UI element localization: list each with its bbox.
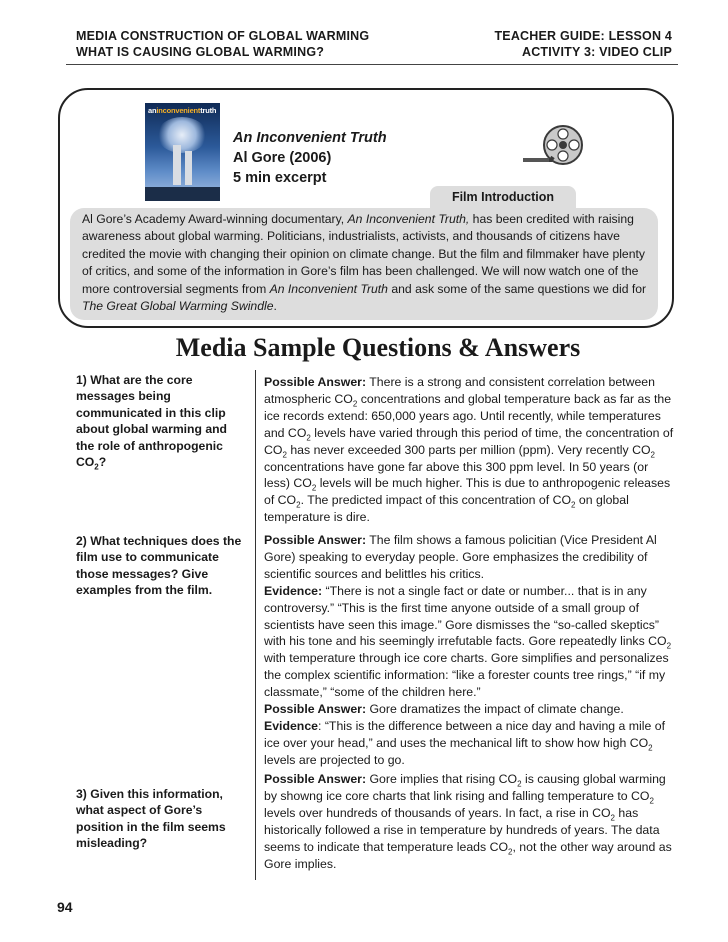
poster-ground <box>145 187 220 201</box>
poster-smoke <box>157 117 207 153</box>
page-number: 94 <box>57 899 73 915</box>
film-info <box>233 128 387 188</box>
section-title: Media Sample Questions & Answers <box>175 333 581 362</box>
film-poster-image <box>145 103 220 201</box>
poster-title: aninconvenienttruth <box>148 106 217 115</box>
running-header-left <box>76 28 369 60</box>
film-reel-icon <box>521 124 585 166</box>
header-series-title: MEDIA CONSTRUCTION OF GLOBAL WARMING <box>76 29 370 43</box>
poster-smokestack <box>185 151 192 185</box>
question-2: 2) What techniques does the film use to communicate those messages? Give examples from the film. <box>76 534 242 598</box>
film-introduction-tab: Film Introduction <box>430 186 576 208</box>
header-lesson: TEACHER GUIDE: LESSON 4 <box>494 29 672 43</box>
answer-2: Possible Answer: The film shows a famous policitian (Vice President Al Gore) speaking to everyday people. Gore emphasizes the credibility of scientific sources and belittles his critics. Evidence: “There is not a single fact or date or number... that is in any controversy.” “This is the first time anyone outside of a small group of scientists have seen this image.” Gore dismisses the “so-called skeptics” with his tone and his seemingly irrefutable facts. Gore repeatedly links $CO_2$ with temperature through ice core charts. Gore simplifies and personalizes the complex scientific information: “like a forester counts tree rings,” “if my classmate,” “some of the children here.” Possible Answer: Gore dramatizes the impact of climate change. Evidence: “This is the difference between a nice day and having a mile of ice over your head,” and uses the mechanical lift to show how high $CO_2$ levels are projected to go. <box>264 533 672 767</box>
question-3: 3) Given this information, what aspect of Gore’s position in the film seems misleading? <box>76 787 226 851</box>
header-topic: WHAT IS CAUSING GLOBAL WARMING? <box>76 45 325 59</box>
running-header-right <box>494 28 672 60</box>
film-director: Al Gore (2006) <box>233 150 332 166</box>
answer-3: Possible Answer: Gore implies that rising $CO_2$ is causing global warming by showng ice core charts that link rising and falling temperature to $CO_2$ levels over hundreds of thousands of years. In fact, a rise in $CO_2$ has historically followed a rise in temperature by hundreds of years. The data seems to indicate that temperature leads $CO_2$, not the other way around as Gore implies. <box>264 772 672 871</box>
header-divider <box>66 64 678 65</box>
answer-1: Possible Answer: There is a strong and consistent correlation between atmospheric $CO_2$ concentrations and global temperature back as far as the ice records extend: 650,000 years ago. Until recently, while temperatures and $CO_2$ levels have varied through this period of time, the concentration of $CO_2$ has never exceeded 300 parts per million (ppm). Very recently $CO_2$ concentrations have gone far above this 300 ppm level. In 50 years (or less) $CO_2$ levels will be much higher. This is due to anthropogenic releases of $CO_2$. The predicted impact of this concentration of $CO_2$ on global temperature is dire. <box>264 375 674 525</box>
poster-smokestack <box>173 145 181 185</box>
film-title: An Inconvenient Truth <box>233 130 387 146</box>
film-excerpt-length: 5 min excerpt <box>233 170 327 186</box>
column-divider <box>255 370 256 880</box>
film-introduction-text: Al Gore’s Academy Award-winning documentary, An Inconvenient Truth, has been credited with raising awareness about global warming. Politicians, industrialists, activists, and thousands of citizens have credited the movie with changing their opinion on climate change. But the film and filmmaker have plenty of critics, and some of the information in Gore’s film has been challenged. We will now watch one of the more controversial segments from An Inconvenient Truth and ask some of the same questions we did for The Great Global Warming Swindle. <box>82 212 647 314</box>
question-1: 1) What are the core messages being communicated in this clip about global warming and the role of anthropogenic $CO_2$? <box>76 373 227 472</box>
header-activity: ACTIVITY 3: VIDEO CLIP <box>521 45 672 59</box>
